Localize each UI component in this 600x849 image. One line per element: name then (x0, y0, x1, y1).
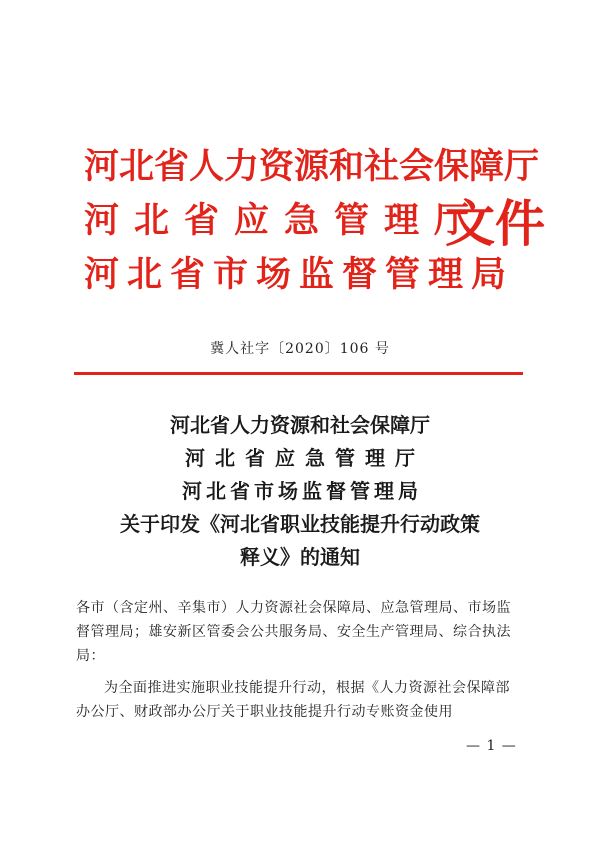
title-line: 河北省应急管理厅 (185, 446, 425, 470)
title-line: 河北省人力资源和社会保障厅 (170, 413, 430, 437)
title-line: 释义》的通知 (240, 545, 360, 569)
red-divider-line (74, 372, 523, 375)
notice-body (76, 596, 524, 724)
page-number: — 1 — (466, 738, 517, 754)
issuer-market-regulation: 河北省市场监督管理局 (84, 255, 515, 295)
body-paragraph: 为全面推进实施职业技能提升行动，根据《人力资源社会保障部办公厅、财政部办公厅关于职业技能提升行动专账资金使用 (76, 680, 510, 720)
document-number: 冀人社字〔2020〕106 号 (210, 341, 390, 357)
title-line: 关于印发《河北省职业技能提升行动政策 (120, 512, 480, 536)
issuer-emergency-management: 河北省应急管理厅 (84, 201, 485, 241)
salutation-recipients: 各市（含定州、辛集市）人力资源社会保障局、应急管理局、市场监督管理局；雄安新区管委会公共服务局、安全生产管理局、综合执法局： (76, 600, 511, 664)
issuer-hr-social-security: 河北省人力资源和社会保障厅 (84, 147, 540, 187)
document-suffix: 文件 (445, 194, 545, 253)
title-line: 河北省市场监督管理局 (182, 479, 422, 503)
notice-title (0, 409, 600, 574)
